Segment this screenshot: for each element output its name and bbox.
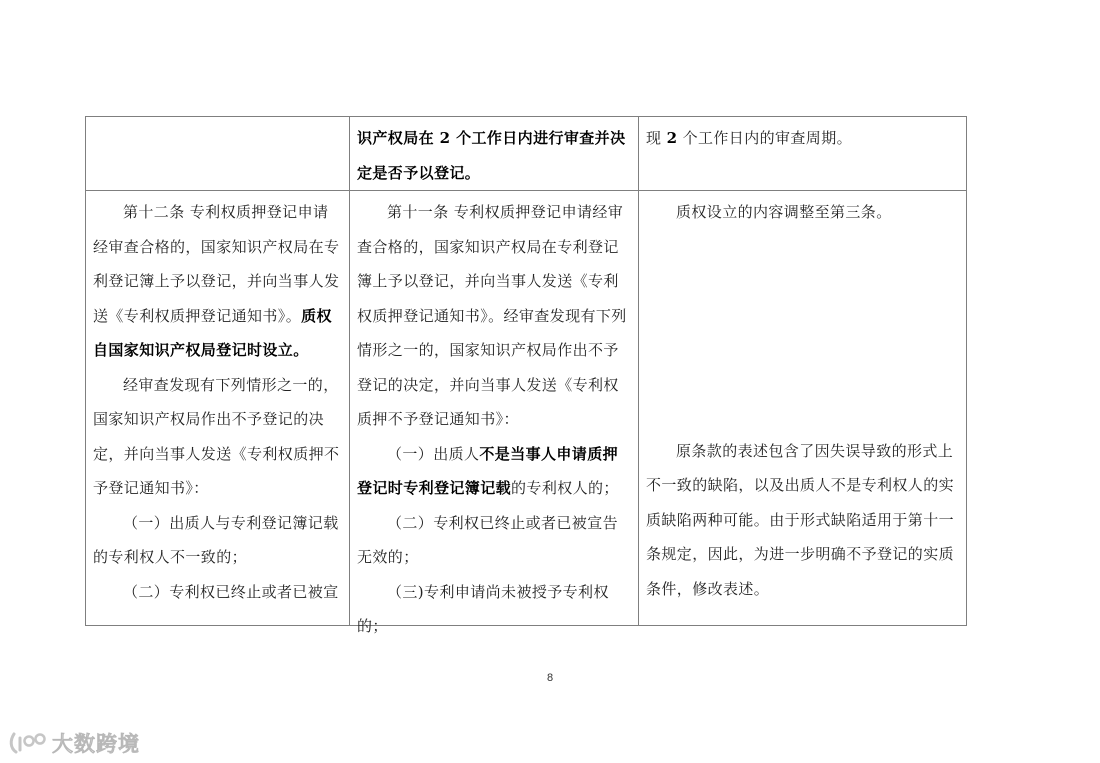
col1-paragraph-4: （二）专利权已终止或者已被宣 (123, 582, 339, 601)
table-row (86, 117, 967, 191)
row1-col2-bold-text: 识产权局在 2 个工作日内进行审查并决定是否予以登记。 (357, 129, 626, 182)
dashuju-logo-icon (8, 730, 48, 756)
spacer (646, 230, 960, 434)
col1-paragraph-3: （一）出质人与专利登记簿记载的专利权人不一致的； (93, 513, 339, 566)
col2-paragraph-2: （一）出质人不是当事人申请质押登记时专利登记簿记载的专利权人的； (357, 444, 619, 497)
watermark (8, 728, 140, 758)
watermark-text: 大数跨境 (52, 732, 140, 756)
table-row (86, 191, 967, 626)
row1-col3-cell: 现 2 个工作日内的审查周期。 (639, 117, 967, 191)
col3-paragraph-2: 原条款的表述包含了因失误导致的形式上不一致的缺陷，以及出质人不是专利权人的实质缺陷两种可能。由于形式缺陷适用于第十一条规定，因此，为进一步明确不予登记的实质条件，修改表述。 (646, 441, 955, 598)
page-number: 8 (546, 672, 554, 684)
row2-col3-cell (639, 191, 967, 626)
col1-paragraph-1: 第十二条 专利权质押登记申请经审查合格的，国家知识产权局在专利登记簿上予以登记，并向当事人发送《专利权质押登记通知书》。质权自国家知识产权局登记时设立。 (93, 203, 340, 359)
col2-paragraph-1: 第十一条 专利权质押登记申请经审查合格的，国家知识产权局在专利登记簿上予以登记，并向当事人发送《专利权质押登记通知书》。经审查发现有下列情形之一的，国家知识产权局作出不予登记的决定，并向当事人发送《专利权质押不予登记通知书》： (357, 203, 627, 428)
row1-col1-cell (86, 117, 350, 191)
comparison-table (85, 116, 967, 635)
col3-paragraph-1: 质权设立的内容调整至第三条。 (676, 203, 892, 221)
row2-col1-cell (86, 191, 350, 626)
col2-paragraph-4: （三)专利申请尚未被授予专利权的； (357, 582, 609, 635)
col1-paragraph-2: 经审查发现有下列情形之一的，国家知识产权局作出不予登记的决定，并向当事人发送《专利权质押不予登记通知书》： (93, 375, 340, 497)
row1-col2-cell (350, 117, 639, 191)
row2-col2-cell (350, 191, 639, 635)
col2-paragraph-3: （二）专利权已终止或者已被宣告无效的； (357, 513, 619, 566)
